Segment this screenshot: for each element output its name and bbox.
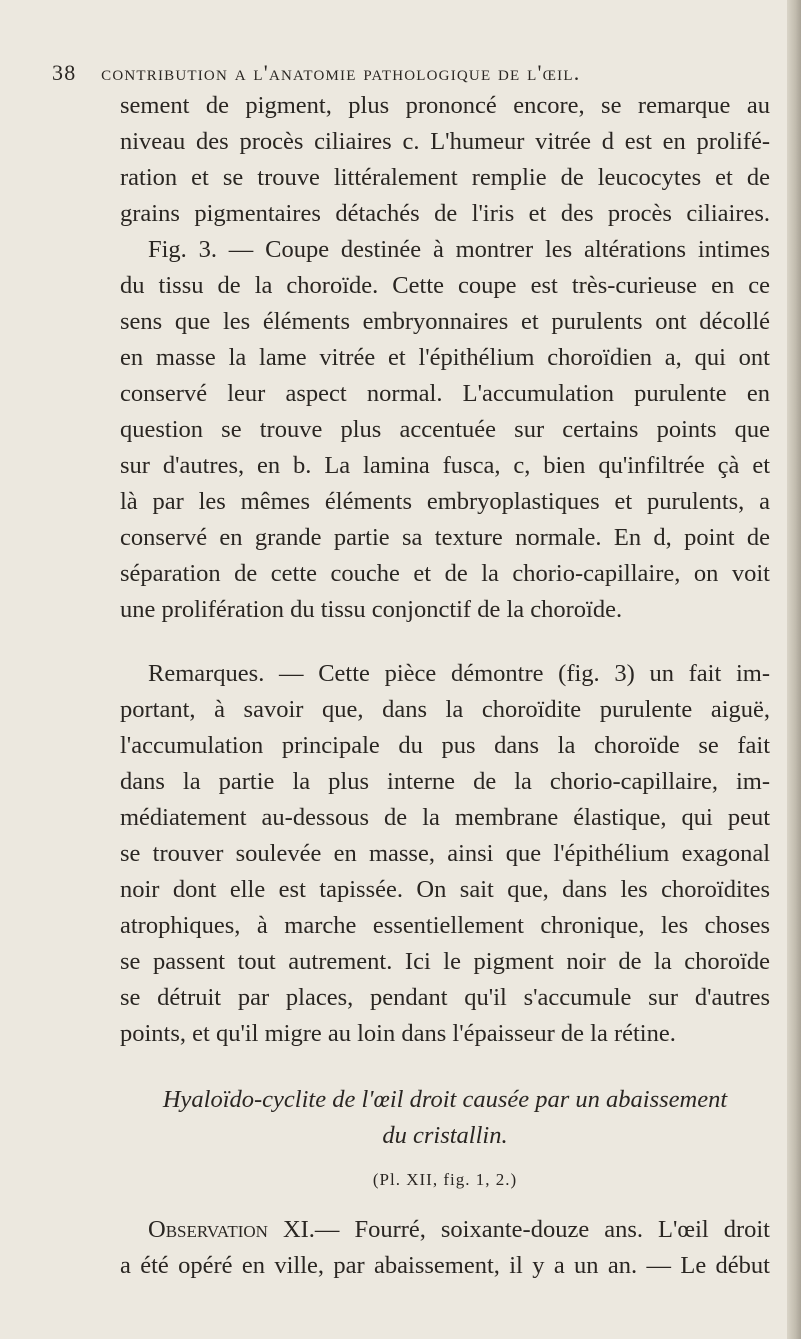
observation-line: Observation XI.— Fourré, soixante-douze ans. L'œil droit (148, 1216, 770, 1243)
observation-label: Observation XI. (148, 1216, 315, 1243)
text-line: se détruit par places, pendant qu'il s'accumule sur d'autres (120, 984, 770, 1011)
text-line: a été opéré en ville, par abaissement, il y a un an. — Le début (120, 1252, 770, 1279)
text-line: conservé en grande partie sa texture normale. En d, point de (120, 524, 770, 551)
text-line: noir dont elle est tapissée. On sait que, dans les choroïdites (120, 876, 770, 903)
text-line: l'accumulation principale du pus dans la choroïde se fait (120, 732, 770, 759)
text-line: question se trouve plus accentuée sur certains points que (120, 416, 770, 443)
text-line: sement de pigment, plus prononcé encore, se remarque au (120, 92, 770, 119)
text-line: Remarques. — Cette pièce démontre (fig. 3) un fait im- (148, 660, 770, 687)
page-edge (787, 0, 801, 1339)
text-line: du tissu de la choroïde. Cette coupe est très-curieuse en ce (120, 272, 770, 299)
text-line: sens que les éléments embryonnaires et purulents ont décollé (120, 308, 770, 335)
text-line: points, et qu'il migre au loin dans l'épaisseur de la rétine. (120, 1020, 676, 1047)
running-header (52, 60, 752, 86)
text-line: dans la partie la plus interne de la chorio-capillaire, im- (120, 768, 770, 795)
plate-reference: (Pl. XII, fig. 1, 2.) (372, 1170, 518, 1189)
text-line: une prolifération du tissu conjonctif de la choroïde. (120, 596, 623, 623)
text-line: conservé leur aspect normal. L'accumulation purulente en (120, 380, 770, 407)
text-line: sur d'autres, en b. La lamina fusca, c, bien qu'infiltrée çà et (120, 452, 770, 479)
text-line: Fig. 3. — Coupe destinée à montrer les altérations intimes (148, 236, 770, 263)
text-line: médiatement au-dessous de la membrane élastique, qui peut (120, 804, 770, 831)
text-line: en masse la lame vitrée et l'épithélium choroïdien a, qui ont (120, 344, 770, 371)
running-title: contribution a l'anatomie pathologique de l'œil. (101, 60, 581, 85)
section-title: Hyaloïdo-cyclite de l'œil droit causée par un abaissement (162, 1086, 728, 1113)
text-line: niveau des procès ciliaires c. L'humeur vitrée d est en prolifé- (120, 128, 770, 155)
section-title-cont: du cristallin. (382, 1122, 508, 1149)
text-line: séparation de cette couche et de la chorio-capillaire, on voit (120, 560, 770, 587)
text-line: ration et se trouve littéralement remplie de leucocytes et de (120, 164, 770, 191)
text-line: se trouver soulevée en masse, ainsi que l'épithélium exagonal (120, 840, 770, 867)
text-line: atrophiques, à marche essentiellement chronique, les choses (120, 912, 770, 939)
text-line: grains pigmentaires détachés de l'iris et des procès ciliaires. (120, 200, 770, 227)
text-line: là par les mêmes éléments embryoplastiques et purulents, a (120, 488, 770, 515)
page-number: 38 (52, 60, 77, 85)
text-line: portant, à savoir que, dans la choroïdite purulente aiguë, (120, 696, 770, 723)
text-line: se passent tout autrement. Ici le pigment noir de la choroïde (120, 948, 770, 975)
